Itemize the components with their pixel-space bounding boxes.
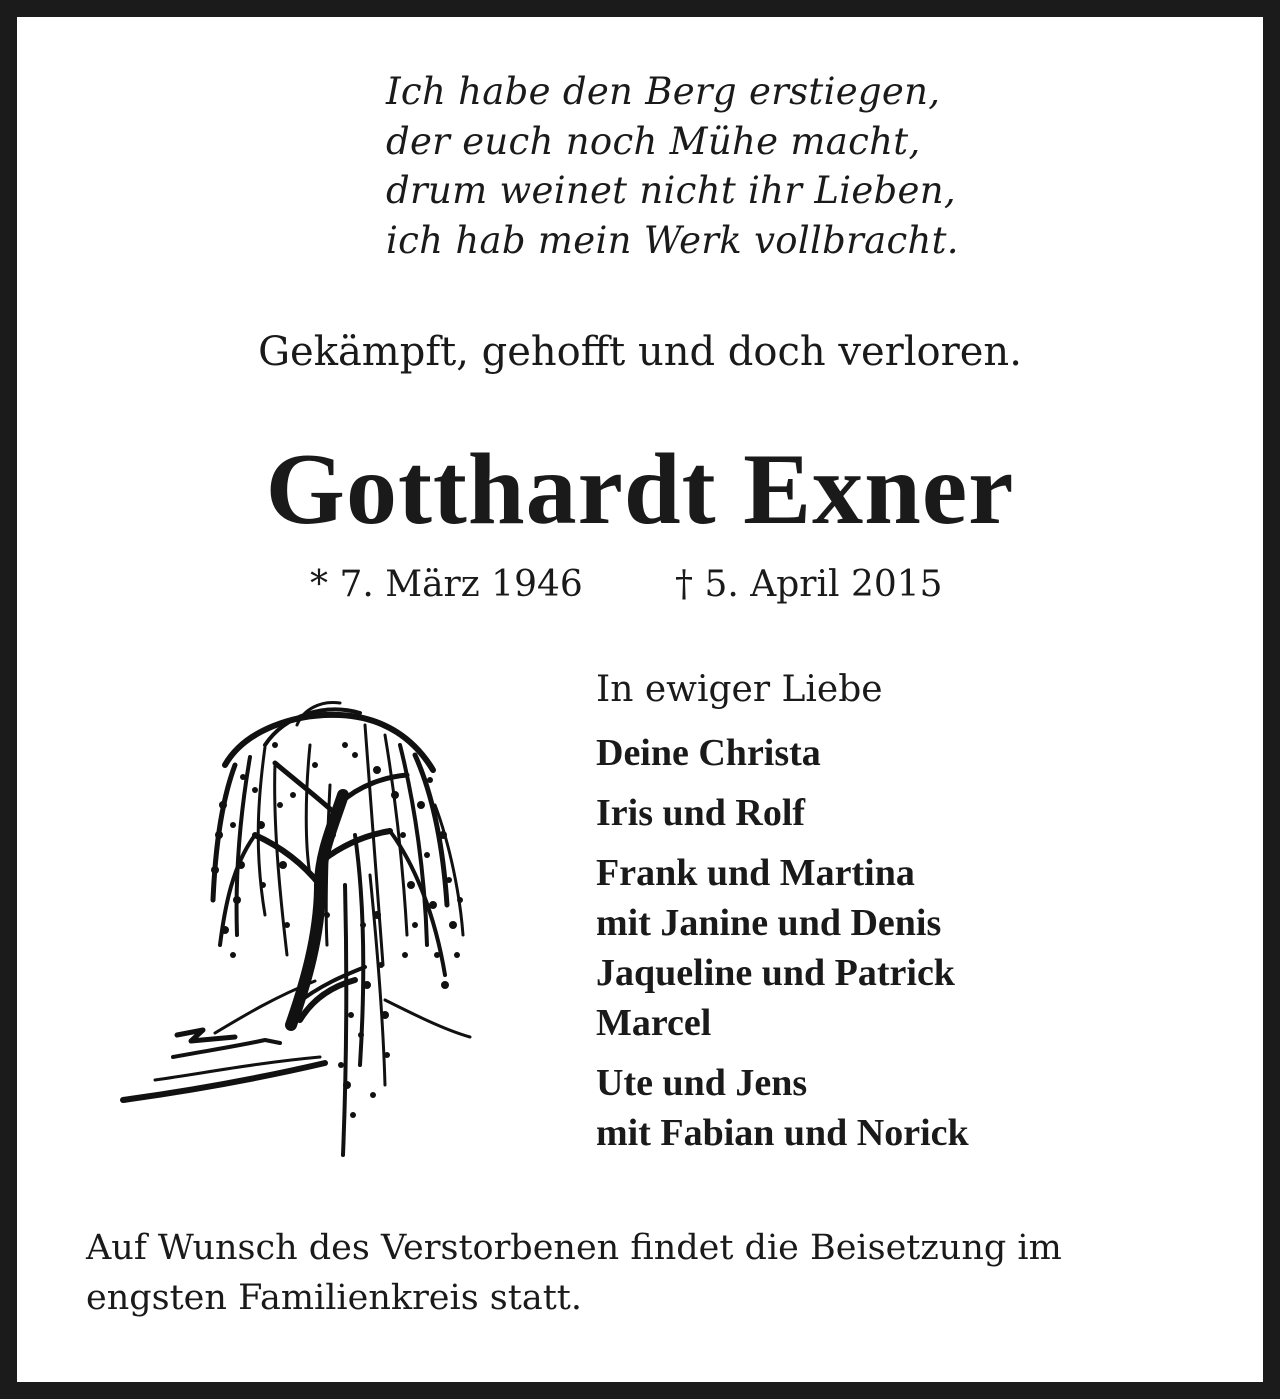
mourner-group xyxy=(596,848,1236,1048)
mourner-line: mit Janine und Denis xyxy=(596,902,942,944)
verse xyxy=(386,67,959,265)
mourner-line: Ute und Jens xyxy=(596,1062,808,1104)
weeping-willow-icon xyxy=(115,685,485,1165)
motto: Gekämpft, gehofft und doch verloren. xyxy=(258,329,1022,375)
closing-line: Auf Wunsch des Verstorbenen findet die Beisetzung im xyxy=(86,1228,1062,1268)
closing-line: engsten Familienkreis statt. xyxy=(86,1278,582,1318)
mourner-line: Marcel xyxy=(596,1002,712,1044)
life-dates xyxy=(310,557,943,613)
birth-date: * 7. März 1946 xyxy=(310,564,583,605)
deceased-name: Gotthardt Exner xyxy=(265,433,1015,546)
mourner-group xyxy=(596,1058,1236,1158)
verse-line: der euch noch Mühe macht, xyxy=(386,119,921,163)
mourner-line: Deine Christa xyxy=(596,732,821,774)
mourner-group xyxy=(596,728,1236,778)
verse-line: Ich habe den Berg erstiegen, xyxy=(386,70,941,113)
death-date: † 5. April 2015 xyxy=(675,564,943,605)
closing-note xyxy=(86,1223,1226,1323)
verse-line: drum weinet nicht ihr Lieben, xyxy=(386,169,956,212)
mourner-line: Jaqueline und Patrick xyxy=(596,952,955,994)
mourner-line: Frank und Martina xyxy=(596,852,915,894)
obituary-notice xyxy=(17,17,1263,1382)
mourners-intro: In ewiger Liebe xyxy=(596,669,883,710)
mourner-line: Iris und Rolf xyxy=(596,792,806,834)
mourners xyxy=(596,662,1236,1158)
verse-line: ich hab mein Werk vollbracht. xyxy=(386,218,959,262)
mourner-line: mit Fabian und Norick xyxy=(596,1112,969,1154)
mourner-group xyxy=(596,788,1236,838)
